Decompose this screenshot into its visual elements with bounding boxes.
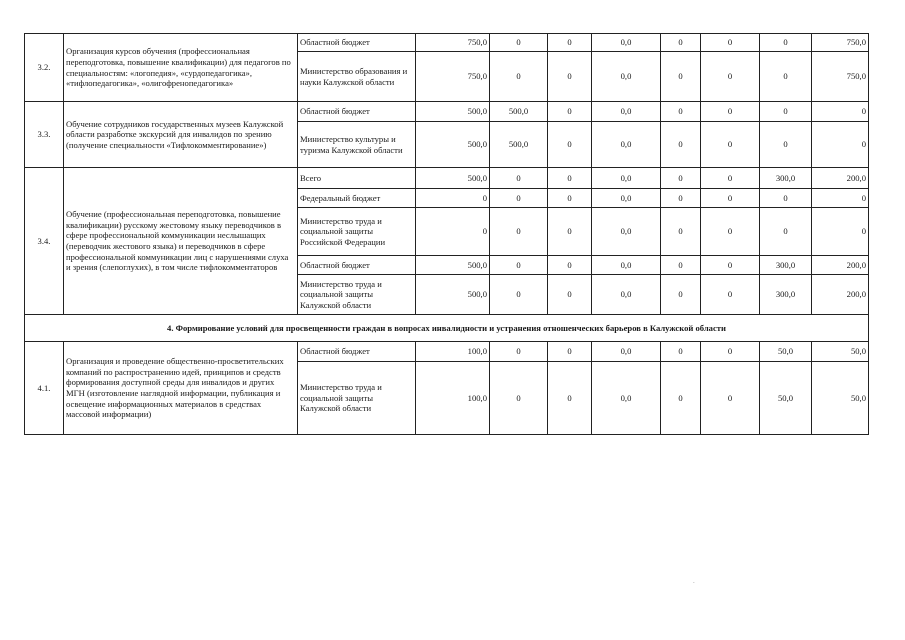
amount-cell: 0	[490, 342, 548, 362]
section-header-row	[25, 315, 869, 342]
amount-cell: 0,0	[592, 256, 661, 275]
amount-cell: 0	[661, 189, 701, 208]
amount-cell: 0	[548, 208, 592, 256]
funding-source: Министерство труда и социальной защиты Калужской области	[298, 275, 416, 315]
amount-cell: 0	[701, 275, 760, 315]
amount-cell: 0,0	[592, 34, 661, 52]
amount-cell: 0	[760, 102, 812, 122]
funding-source: Министерство культуры и туризма Калужской области	[298, 122, 416, 168]
amount-cell: 0	[548, 122, 592, 168]
amount-cell: 0	[548, 275, 592, 315]
amount-cell: 0	[701, 168, 760, 189]
funding-source: Министерство труда и социальной защиты Калужской области	[298, 362, 416, 435]
amount-cell: 0	[490, 52, 548, 102]
amount-cell: 0	[812, 189, 869, 208]
amount-cell: 750,0	[812, 34, 869, 52]
funding-source: Областной бюджет	[298, 256, 416, 275]
amount-cell: 0	[490, 256, 548, 275]
amount-cell: 0	[661, 208, 701, 256]
amount-cell: 0	[760, 189, 812, 208]
amount-cell: 0	[701, 102, 760, 122]
amount-cell: 500,0	[416, 256, 490, 275]
amount-cell: 750,0	[416, 52, 490, 102]
amount-cell: 0	[701, 208, 760, 256]
amount-cell: 0	[661, 122, 701, 168]
funding-source: Министерство труда и социальной защиты Российской Федерации	[298, 208, 416, 256]
amount-cell: 50,0	[812, 362, 869, 435]
amount-cell: 0,0	[592, 362, 661, 435]
amount-cell: 0	[490, 275, 548, 315]
amount-cell: 0	[416, 208, 490, 256]
funding-source: Всего	[298, 168, 416, 189]
item-number: 3.3.	[25, 102, 64, 168]
page-mark: .	[693, 577, 695, 585]
amount-cell: 100,0	[416, 342, 490, 362]
item-description: Обучение сотрудников государственных музеев Калужской области разработке экскурсий для инвалидов по зрению (получение специальности «Тифлокомментирование»)	[64, 102, 298, 168]
amount-cell: 0	[661, 256, 701, 275]
amount-cell: 200,0	[812, 275, 869, 315]
amount-cell: 300,0	[760, 168, 812, 189]
amount-cell: 0	[661, 342, 701, 362]
amount-cell: 0	[812, 122, 869, 168]
table-body	[25, 34, 869, 435]
amount-cell: 0	[661, 52, 701, 102]
amount-cell: 0	[661, 275, 701, 315]
amount-cell: 0	[548, 256, 592, 275]
item-description: Организация курсов обучения (профессиональная переподготовка, повышение квалификации) для педагогов по специальностям: «логопедия», «сурдопедагогика», «тифлопедагогика», «олигофренопедагогика»	[64, 34, 298, 102]
amount-cell: 0	[812, 208, 869, 256]
table-row	[25, 34, 869, 52]
item-number: 3.4.	[25, 168, 64, 315]
budget-table	[24, 33, 869, 435]
amount-cell: 500,0	[416, 122, 490, 168]
amount-cell: 0,0	[592, 168, 661, 189]
amount-cell: 200,0	[812, 256, 869, 275]
funding-source: Областной бюджет	[298, 102, 416, 122]
amount-cell: 0	[490, 208, 548, 256]
amount-cell: 750,0	[812, 52, 869, 102]
amount-cell: 0	[490, 362, 548, 435]
amount-cell: 0	[812, 102, 869, 122]
amount-cell: 0	[548, 34, 592, 52]
amount-cell: 0	[490, 34, 548, 52]
funding-source: Федеральный бюджет	[298, 189, 416, 208]
amount-cell: 0,0	[592, 342, 661, 362]
item-description: Организация и проведение общественно-просветительских компаний по распространению идей, принципов и средств формирования доступной среды для инвалидов и других МГН (изготовление наглядной информации, публикация и освещение информационных материалов в средствах массовой информации)	[64, 342, 298, 435]
amount-cell: 50,0	[812, 342, 869, 362]
amount-cell: 0	[701, 256, 760, 275]
amount-cell: 0,0	[592, 275, 661, 315]
funding-source: Областной бюджет	[298, 342, 416, 362]
amount-cell: 0	[661, 362, 701, 435]
item-number: 3.2.	[25, 34, 64, 102]
amount-cell: 100,0	[416, 362, 490, 435]
table-row	[25, 168, 869, 189]
amount-cell: 0	[760, 208, 812, 256]
amount-cell: 0	[661, 102, 701, 122]
amount-cell: 0,0	[592, 189, 661, 208]
amount-cell: 200,0	[812, 168, 869, 189]
amount-cell: 0	[701, 362, 760, 435]
amount-cell: 0	[760, 52, 812, 102]
amount-cell: 0	[661, 168, 701, 189]
amount-cell: 0	[548, 189, 592, 208]
amount-cell: 0,0	[592, 52, 661, 102]
amount-cell: 0	[548, 52, 592, 102]
amount-cell: 0	[701, 342, 760, 362]
amount-cell: 0	[490, 168, 548, 189]
amount-cell: 500,0	[416, 102, 490, 122]
amount-cell: 50,0	[760, 362, 812, 435]
amount-cell: 0	[548, 168, 592, 189]
item-description: Обучение (профессиональная переподготовка, повышение квалификации) русскому жестовому языку переводчиков в сфере профессиональной коммуникации неслышащих (переводчик жестового языка) и переводчиков в сфере профессиональной коммуникации лиц с нарушениями слуха и зрения (слепоглухих), в том числе тифлокомментаторов	[64, 168, 298, 315]
amount-cell: 0,0	[592, 208, 661, 256]
funding-source: Министерство образования и науки Калужской области	[298, 52, 416, 102]
amount-cell: 0	[760, 34, 812, 52]
amount-cell: 0	[416, 189, 490, 208]
amount-cell: 500,0	[490, 102, 548, 122]
amount-cell: 0	[548, 342, 592, 362]
amount-cell: 500,0	[416, 275, 490, 315]
amount-cell: 750,0	[416, 34, 490, 52]
table-row	[25, 342, 869, 362]
amount-cell: 0	[548, 362, 592, 435]
amount-cell: 0	[701, 34, 760, 52]
table-row	[25, 102, 869, 122]
amount-cell: 0,0	[592, 102, 661, 122]
amount-cell: 500,0	[416, 168, 490, 189]
amount-cell: 50,0	[760, 342, 812, 362]
amount-cell: 0	[548, 102, 592, 122]
amount-cell: 0,0	[592, 122, 661, 168]
amount-cell: 300,0	[760, 256, 812, 275]
amount-cell: 0	[490, 189, 548, 208]
amount-cell: 300,0	[760, 275, 812, 315]
funding-source: Областной бюджет	[298, 34, 416, 52]
amount-cell: 0	[701, 189, 760, 208]
amount-cell: 0	[661, 34, 701, 52]
item-number: 4.1.	[25, 342, 64, 435]
amount-cell: 500,0	[490, 122, 548, 168]
section-title: 4. Формирование условий для просвещенности граждан в вопросах инвалидности и устранения отношенческих барьеров в Калужской области	[25, 315, 869, 342]
amount-cell: 0	[701, 52, 760, 102]
amount-cell: 0	[701, 122, 760, 168]
amount-cell: 0	[760, 122, 812, 168]
